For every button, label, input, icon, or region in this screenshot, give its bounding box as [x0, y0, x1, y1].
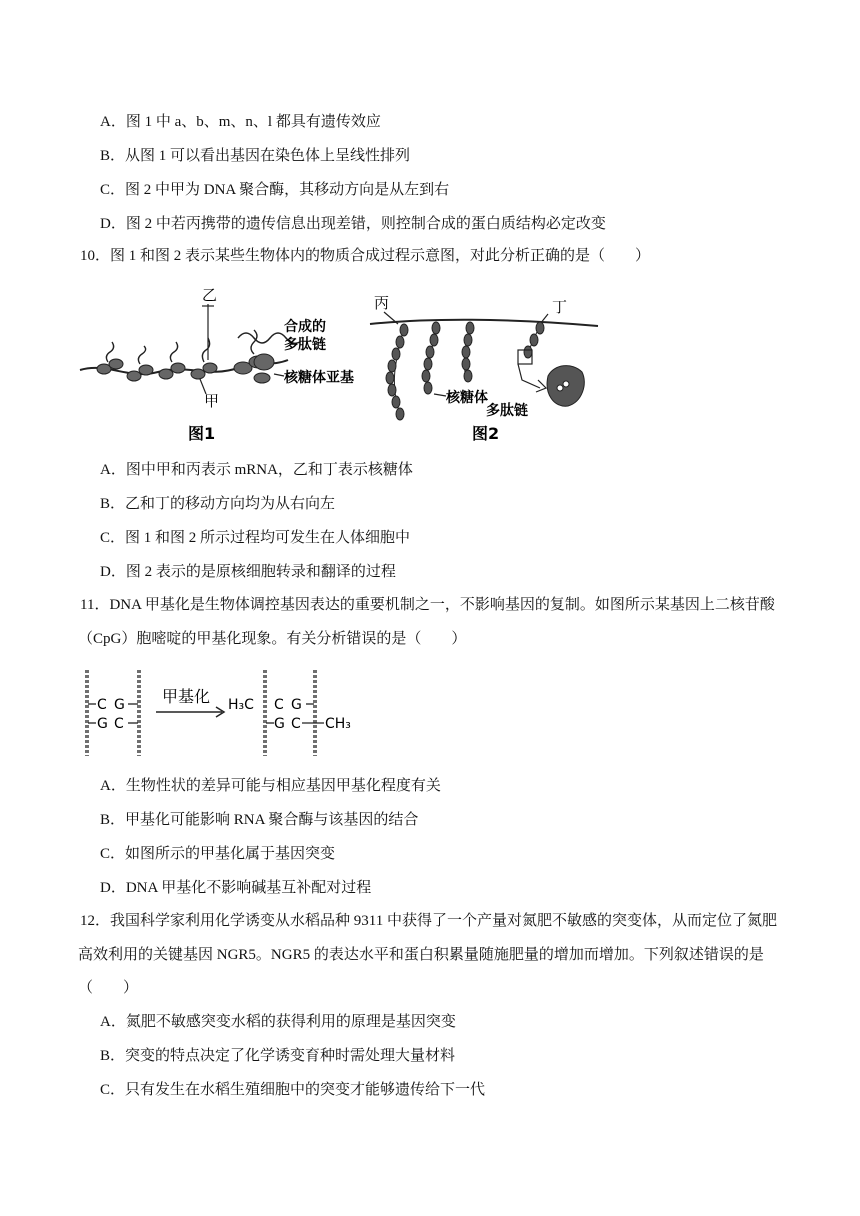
q10-option-a: A．图中甲和丙表示 mRNA，乙和丁表示核糖体	[100, 462, 413, 478]
q12-option-b: B．突变的特点决定了化学诱变育种时需处理大量材料	[100, 1048, 456, 1064]
dna1-c-bottom: C	[114, 716, 124, 732]
fig2-caption: 图2	[472, 424, 500, 443]
label-subunit: 核糖体亚基	[284, 370, 354, 386]
fig1-caption: 图1	[188, 424, 216, 443]
dna1-g-bottom: G	[97, 716, 108, 732]
label-peptide-1: 合成的	[284, 319, 326, 335]
q9-option-a: A．图 1 中 a、b、m、n、l 都具有遗传效应	[100, 114, 381, 130]
q9-option-d: D．图 2 中若丙携带的遗传信息出现差错，则控制合成的蛋白质结构必定改变	[100, 216, 606, 232]
q10-option-b: B．乙和丁的移动方向均为从右向左	[100, 496, 336, 512]
q10-option-d: D．图 2 表示的是原核细胞转录和翻译的过程	[100, 564, 396, 580]
dna2-g-bottom: G	[274, 716, 285, 732]
q11-option-c: C．如图所示的甲基化属于基因突变	[100, 846, 336, 862]
q9-option-c: C．图 2 中甲为 DNA 聚合酶，其移动方向是从左到右	[100, 182, 450, 198]
dna1-g-top: G	[114, 697, 125, 713]
ch3-label: CH₃	[325, 716, 351, 732]
q10-option-c: C．图 1 和图 2 所示过程均可发生在人体细胞中	[100, 530, 411, 546]
q12-option-c: C．只有发生在水稻生殖细胞中的突变才能够遗传给下一代	[100, 1082, 486, 1098]
fig2-diagram	[370, 294, 598, 443]
q11-methylation-figure	[78, 664, 378, 760]
q12-option-a: A．氮肥不敏感突变水稻的获得利用的原理是基因突变	[100, 1014, 456, 1030]
label-ribosome: 核糖体	[446, 390, 488, 406]
q11-stem-line-2: （CpG）胞嘧啶的甲基化现象。有关分析错误的是（ ）	[78, 631, 467, 647]
q10-stem: 10．图 1 和图 2 表示某些生物体内的物质合成过程示意图，对此分析正确的是（ ）	[80, 248, 651, 264]
q11-option-a: A．生物性状的差异可能与相应基因甲基化程度有关	[100, 778, 441, 794]
dna2-g-top: G	[291, 697, 302, 713]
q11-stem-line-1: 11．DNA 甲基化是生物体调控基因表达的重要机制之一，不影响基因的复制。如图所示某基因上二核苷酸	[80, 597, 775, 613]
label-jia: 甲	[204, 392, 220, 410]
label-bing: 丙	[374, 294, 390, 312]
dna2-c-top: C	[274, 697, 284, 713]
q11-option-d: D．DNA 甲基化不影响碱基互补配对过程	[100, 880, 372, 896]
h3c-label: H₃C	[228, 697, 254, 713]
dna1-c-top: C	[97, 697, 107, 713]
fig1-diagram	[80, 286, 354, 443]
label-peptide-2: 多肽链	[284, 337, 326, 353]
dna2-c-bottom: C	[291, 716, 301, 732]
q10-figure	[78, 284, 608, 444]
q9-option-b: B．从图 1 可以看出基因在染色体上呈线性排列	[100, 148, 411, 164]
label-peptide-fig2: 多肽链	[486, 403, 528, 419]
q12-stem-line-3: （ ）	[78, 980, 139, 996]
label-yi: 乙	[202, 286, 218, 304]
label-ding: 丁	[552, 298, 568, 316]
q12-stem-line-1: 12．我国科学家利用化学诱变从水稻品种 9311 中获得了一个产量对氮肥不敏感的突变体，从而定位了氮肥	[80, 913, 777, 929]
methylation-label: 甲基化	[162, 687, 211, 706]
q11-option-b: B．甲基化可能影响 RNA 聚合酶与该基因的结合	[100, 812, 419, 828]
q12-stem-line-2: 高效利用的关键基因 NGR5。NGR5 的表达水平和蛋白积累量随施肥量的增加而增加。下列叙述错误的是	[78, 947, 764, 963]
